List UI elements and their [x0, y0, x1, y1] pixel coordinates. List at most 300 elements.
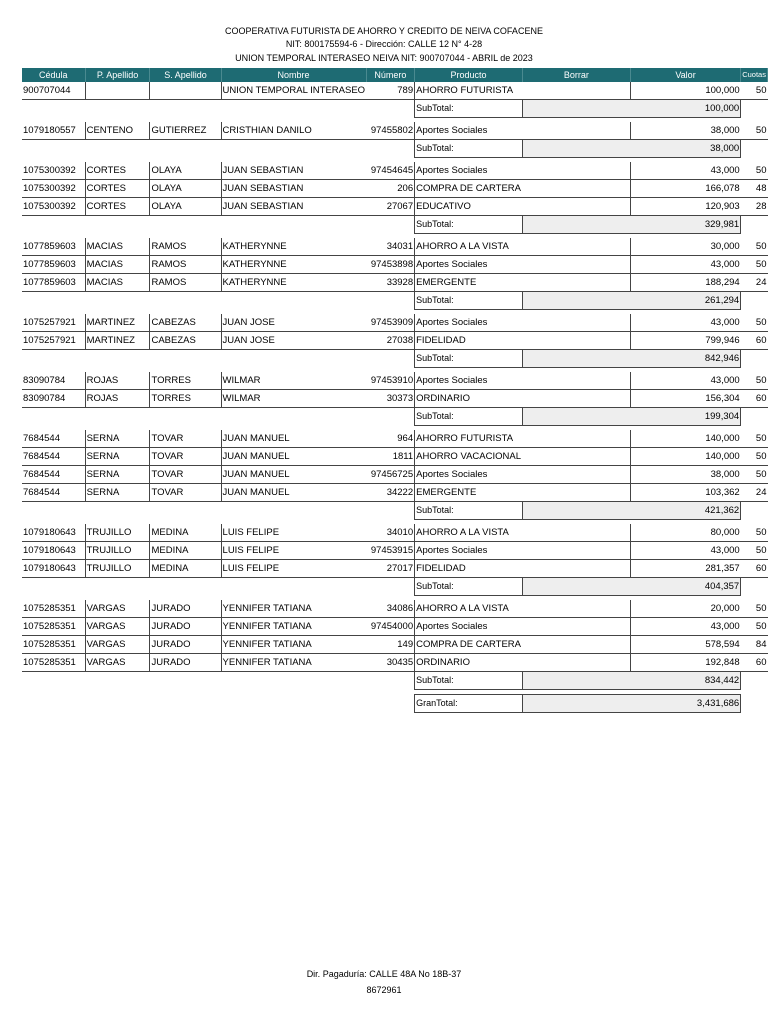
cell-valor: 156,304 [630, 390, 740, 408]
empty-cell [366, 502, 415, 520]
cell-s-apellido: TOVAR [150, 448, 221, 466]
empty-cell [150, 502, 221, 520]
empty-cell [366, 216, 415, 234]
cell-valor: 43,000 [630, 162, 740, 180]
subtotal-row [22, 292, 768, 310]
subtotal-value: 834,442 [522, 672, 740, 690]
empty-cell [221, 216, 366, 234]
col-header-cuotas: Cuotas [741, 68, 768, 82]
empty-cell [150, 140, 221, 158]
empty-cell [741, 100, 768, 118]
empty-cell [85, 502, 150, 520]
cell-nombre: YENNIFER TATIANA [221, 600, 366, 618]
cell-p-apellido: MARTINEZ [85, 332, 150, 350]
table-row [22, 560, 768, 578]
cell-nombre: JUAN SEBASTIAN [221, 198, 366, 216]
cell-s-apellido: TORRES [150, 390, 221, 408]
cell-p-apellido: VARGAS [85, 600, 150, 618]
cell-p-apellido: CENTENO [85, 122, 150, 140]
table-row [22, 466, 768, 484]
grand-total-label: GranTotal: [415, 695, 523, 713]
cell-cuotas: 24 [741, 274, 768, 292]
cell-cedula: 7684544 [22, 430, 85, 448]
cell-nombre: JUAN JOSE [221, 332, 366, 350]
cell-valor: 100,000 [630, 82, 740, 100]
cell-valor: 43,000 [630, 314, 740, 332]
cell-cuotas: 24 [741, 484, 768, 502]
cell-producto: Aportes Sociales [415, 122, 523, 140]
cell-producto: AHORRO A LA VISTA [415, 600, 523, 618]
table-row [22, 448, 768, 466]
cell-borrar [522, 162, 630, 180]
cell-p-apellido: SERNA [85, 448, 150, 466]
cell-cuotas: 84 [741, 636, 768, 654]
table-row [22, 256, 768, 274]
cell-numero: 97454645 [366, 162, 415, 180]
cell-cedula: 1077859603 [22, 238, 85, 256]
cell-nombre: JUAN MANUEL [221, 484, 366, 502]
cell-numero: 34222 [366, 484, 415, 502]
cell-p-apellido: VARGAS [85, 618, 150, 636]
empty-cell [366, 695, 415, 713]
grand-total-value: 3,431,686 [522, 695, 740, 713]
empty-cell [22, 408, 85, 426]
report-nit-address: NIT: 800175594-6 - Dirección: CALLE 12 N° 4-28 [285, 39, 483, 49]
cell-valor: 140,000 [630, 430, 740, 448]
cell-cedula: 1079180643 [22, 524, 85, 542]
subtotal-value: 261,294 [522, 292, 740, 310]
empty-cell [221, 502, 366, 520]
table-row [22, 524, 768, 542]
cell-cuotas: 50 [741, 524, 768, 542]
cell-numero: 34031 [366, 238, 415, 256]
cell-valor: 80,000 [630, 524, 740, 542]
cell-borrar [522, 560, 630, 578]
cell-p-apellido: TRUJILLO [85, 542, 150, 560]
cell-s-apellido: TOVAR [150, 484, 221, 502]
cell-nombre: YENNIFER TATIANA [221, 636, 366, 654]
cell-valor: 38,000 [630, 466, 740, 484]
table-row [22, 82, 768, 100]
cell-numero: 33928 [366, 274, 415, 292]
empty-cell [366, 408, 415, 426]
cell-p-apellido: MACIAS [85, 238, 150, 256]
cell-producto: AHORRO VACACIONAL [415, 448, 523, 466]
cell-nombre: WILMAR [221, 372, 366, 390]
cell-valor: 43,000 [630, 256, 740, 274]
table-body [22, 82, 768, 713]
cell-numero: 27038 [366, 332, 415, 350]
cell-p-apellido: MACIAS [85, 274, 150, 292]
subtotal-row [22, 578, 768, 596]
empty-cell [22, 216, 85, 234]
cell-cuotas: 50 [741, 238, 768, 256]
table-row [22, 542, 768, 560]
subtotal-value: 421,362 [522, 502, 740, 520]
col-header-borrar: Borrar [522, 68, 630, 82]
cell-s-apellido [150, 82, 221, 100]
cell-s-apellido: MEDINA [150, 542, 221, 560]
cell-nombre: KATHERYNNE [221, 274, 366, 292]
cell-cedula: 1075285351 [22, 600, 85, 618]
col-header-producto: Producto [415, 68, 523, 82]
empty-cell [741, 578, 768, 596]
table-row [22, 198, 768, 216]
cell-producto: AHORRO A LA VISTA [415, 524, 523, 542]
cell-nombre: WILMAR [221, 390, 366, 408]
cell-p-apellido: CORTES [85, 180, 150, 198]
cell-numero: 27017 [366, 560, 415, 578]
cell-cedula: 1079180557 [22, 122, 85, 140]
cell-producto: FIDELIDAD [415, 332, 523, 350]
cell-valor: 281,357 [630, 560, 740, 578]
subtotal-label: SubTotal: [415, 408, 523, 426]
cell-s-apellido: CABEZAS [150, 332, 221, 350]
cell-valor: 30,000 [630, 238, 740, 256]
cell-p-apellido: TRUJILLO [85, 560, 150, 578]
cell-producto: Aportes Sociales [415, 162, 523, 180]
cell-borrar [522, 542, 630, 560]
cell-producto: AHORRO FUTURISTA [415, 82, 523, 100]
cell-cuotas: 50 [741, 430, 768, 448]
cell-numero: 34010 [366, 524, 415, 542]
cell-borrar [522, 654, 630, 672]
cell-cedula: 7684544 [22, 484, 85, 502]
cell-numero: 206 [366, 180, 415, 198]
cell-cuotas: 50 [741, 448, 768, 466]
empty-cell [221, 350, 366, 368]
cell-producto: EDUCATIVO [415, 198, 523, 216]
empty-cell [366, 292, 415, 310]
col-header-nombre: Nombre [221, 68, 366, 82]
col-header-cedula: Cédula [22, 68, 85, 82]
empty-cell [85, 672, 150, 690]
cell-s-apellido: JURADO [150, 636, 221, 654]
cell-producto: COMPRA DE CARTERA [415, 180, 523, 198]
empty-cell [221, 140, 366, 158]
cell-numero: 97455802 [366, 122, 415, 140]
cell-valor: 799,946 [630, 332, 740, 350]
subtotal-label: SubTotal: [415, 578, 523, 596]
cell-valor: 140,000 [630, 448, 740, 466]
cell-numero: 789 [366, 82, 415, 100]
cell-s-apellido: OLAYA [150, 162, 221, 180]
cell-cuotas: 50 [741, 542, 768, 560]
cell-cuotas: 50 [741, 256, 768, 274]
subtotal-label: SubTotal: [415, 350, 523, 368]
cell-borrar [522, 430, 630, 448]
cell-nombre: LUIS FELIPE [221, 560, 366, 578]
empty-cell [150, 408, 221, 426]
cell-cedula: 1075300392 [22, 162, 85, 180]
empty-cell [221, 672, 366, 690]
cell-cuotas: 60 [741, 654, 768, 672]
cell-cuotas: 60 [741, 390, 768, 408]
cell-borrar [522, 390, 630, 408]
cell-nombre: KATHERYNNE [221, 256, 366, 274]
cell-cuotas: 50 [741, 466, 768, 484]
cell-borrar [522, 448, 630, 466]
empty-cell [22, 695, 85, 713]
empty-cell [221, 100, 366, 118]
cell-cuotas: 50 [741, 600, 768, 618]
empty-cell [741, 672, 768, 690]
cell-nombre: JUAN SEBASTIAN [221, 162, 366, 180]
cell-nombre: KATHERYNNE [221, 238, 366, 256]
empty-cell [150, 100, 221, 118]
cell-nombre: LUIS FELIPE [221, 524, 366, 542]
cell-nombre: YENNIFER TATIANA [221, 618, 366, 636]
empty-cell [741, 292, 768, 310]
cell-cedula: 83090784 [22, 390, 85, 408]
cell-cedula: 1075285351 [22, 636, 85, 654]
table-row [22, 430, 768, 448]
empty-cell [150, 695, 221, 713]
cell-s-apellido: MEDINA [150, 524, 221, 542]
cell-borrar [522, 198, 630, 216]
table-row [22, 122, 768, 140]
cell-borrar [522, 636, 630, 654]
footer-address: Dir. Pagaduría: CALLE 48A No 18B-37 [306, 969, 462, 979]
cell-producto: ORDINARIO [415, 654, 523, 672]
empty-cell [22, 578, 85, 596]
subtotal-label: SubTotal: [415, 140, 523, 158]
footer-phone: 8672961 [366, 985, 402, 995]
cell-numero: 97453910 [366, 372, 415, 390]
cell-borrar [522, 256, 630, 274]
cell-s-apellido: JURADO [150, 600, 221, 618]
empty-cell [150, 578, 221, 596]
cell-numero: 97453909 [366, 314, 415, 332]
empty-cell [366, 100, 415, 118]
cell-p-apellido [85, 82, 150, 100]
cell-s-apellido: CABEZAS [150, 314, 221, 332]
subtotal-row [22, 140, 768, 158]
cell-p-apellido: MACIAS [85, 256, 150, 274]
cell-cuotas: 50 [741, 82, 768, 100]
empty-cell [150, 350, 221, 368]
cell-producto: COMPRA DE CARTERA [415, 636, 523, 654]
table-row [22, 332, 768, 350]
cell-cedula: 1077859603 [22, 274, 85, 292]
subtotal-label: SubTotal: [415, 100, 523, 118]
cell-nombre: JUAN MANUEL [221, 448, 366, 466]
cell-borrar [522, 180, 630, 198]
cell-cuotas: 50 [741, 162, 768, 180]
table-row [22, 618, 768, 636]
table-row [22, 372, 768, 390]
empty-cell [22, 502, 85, 520]
subtotal-label: SubTotal: [415, 292, 523, 310]
cell-borrar [522, 524, 630, 542]
cell-numero: 30435 [366, 654, 415, 672]
cell-cedula: 1075257921 [22, 314, 85, 332]
subtotal-row [22, 350, 768, 368]
cell-valor: 188,294 [630, 274, 740, 292]
cell-cedula: 7684544 [22, 466, 85, 484]
cell-producto: Aportes Sociales [415, 372, 523, 390]
cell-p-apellido: VARGAS [85, 654, 150, 672]
empty-cell [85, 578, 150, 596]
empty-cell [741, 408, 768, 426]
cell-borrar [522, 332, 630, 350]
empty-cell [85, 350, 150, 368]
empty-cell [85, 100, 150, 118]
cell-producto: AHORRO FUTURISTA [415, 430, 523, 448]
cell-s-apellido: OLAYA [150, 198, 221, 216]
cell-producto: Aportes Sociales [415, 256, 523, 274]
col-header-s-apellido: S. Apellido [150, 68, 221, 82]
subtotal-label: SubTotal: [415, 672, 523, 690]
cell-s-apellido: MEDINA [150, 560, 221, 578]
cell-borrar [522, 372, 630, 390]
cell-s-apellido: TORRES [150, 372, 221, 390]
cell-cedula: 1075285351 [22, 618, 85, 636]
subtotal-value: 329,981 [522, 216, 740, 234]
cell-numero: 97453915 [366, 542, 415, 560]
cell-nombre: JUAN MANUEL [221, 466, 366, 484]
cell-cuotas: 50 [741, 314, 768, 332]
cell-valor: 20,000 [630, 600, 740, 618]
report-title: COOPERATIVA FUTURISTA DE AHORRO Y CREDITO DE NEIVA COFACENE [225, 26, 543, 36]
empty-cell [366, 350, 415, 368]
empty-cell [85, 140, 150, 158]
empty-cell [366, 578, 415, 596]
empty-cell [150, 216, 221, 234]
cell-cedula: 1075300392 [22, 180, 85, 198]
cell-numero: 97453898 [366, 256, 415, 274]
cell-numero: 1811 [366, 448, 415, 466]
cell-borrar [522, 314, 630, 332]
cell-p-apellido: VARGAS [85, 636, 150, 654]
table-row [22, 180, 768, 198]
cell-valor: 43,000 [630, 542, 740, 560]
empty-cell [366, 140, 415, 158]
cell-cedula: 1079180643 [22, 542, 85, 560]
cell-cuotas: 50 [741, 122, 768, 140]
cell-valor: 578,594 [630, 636, 740, 654]
cell-producto: Aportes Sociales [415, 542, 523, 560]
empty-cell [741, 350, 768, 368]
table-row [22, 484, 768, 502]
empty-cell [741, 216, 768, 234]
cell-cuotas: 60 [741, 560, 768, 578]
cell-p-apellido: ROJAS [85, 390, 150, 408]
empty-cell [221, 578, 366, 596]
cell-cuotas: 28 [741, 198, 768, 216]
empty-cell [85, 216, 150, 234]
table-row [22, 274, 768, 292]
cell-cedula: 83090784 [22, 372, 85, 390]
cell-producto: EMERGENTE [415, 484, 523, 502]
report-subtitle: UNION TEMPORAL INTERASEO NEIVA NIT: 900707044 - ABRIL de 2023 [235, 53, 533, 63]
cell-borrar [522, 274, 630, 292]
cell-numero: 97454000 [366, 618, 415, 636]
cell-cedula: 900707044 [22, 82, 85, 100]
subtotal-value: 100,000 [522, 100, 740, 118]
cell-cedula: 1075300392 [22, 198, 85, 216]
subtotal-label: SubTotal: [415, 216, 523, 234]
table-row [22, 654, 768, 672]
cell-nombre: JUAN JOSE [221, 314, 366, 332]
cell-nombre: JUAN MANUEL [221, 430, 366, 448]
cell-borrar [522, 466, 630, 484]
cell-cedula: 1075257921 [22, 332, 85, 350]
subtotal-value: 199,304 [522, 408, 740, 426]
cell-numero: 964 [366, 430, 415, 448]
deductions-table [22, 68, 768, 713]
cell-valor: 120,903 [630, 198, 740, 216]
cell-producto: AHORRO A LA VISTA [415, 238, 523, 256]
cell-p-apellido: SERNA [85, 430, 150, 448]
empty-cell [22, 350, 85, 368]
cell-nombre: JUAN SEBASTIAN [221, 180, 366, 198]
cell-numero: 27067 [366, 198, 415, 216]
empty-cell [741, 695, 768, 713]
empty-cell [366, 672, 415, 690]
cell-valor: 192,848 [630, 654, 740, 672]
cell-producto: Aportes Sociales [415, 466, 523, 484]
table-row [22, 238, 768, 256]
cell-numero: 30373 [366, 390, 415, 408]
cell-producto: ORDINARIO [415, 390, 523, 408]
table-row [22, 314, 768, 332]
cell-p-apellido: TRUJILLO [85, 524, 150, 542]
cell-s-apellido: TOVAR [150, 430, 221, 448]
subtotal-row [22, 408, 768, 426]
cell-s-apellido: RAMOS [150, 238, 221, 256]
cell-valor: 43,000 [630, 372, 740, 390]
empty-cell [85, 292, 150, 310]
cell-p-apellido: SERNA [85, 484, 150, 502]
subtotal-row [22, 502, 768, 520]
cell-producto: Aportes Sociales [415, 314, 523, 332]
cell-borrar [522, 238, 630, 256]
cell-producto: FIDELIDAD [415, 560, 523, 578]
cell-valor: 166,078 [630, 180, 740, 198]
empty-cell [221, 695, 366, 713]
cell-cedula: 7684544 [22, 448, 85, 466]
cell-p-apellido: MARTINEZ [85, 314, 150, 332]
cell-p-apellido: CORTES [85, 162, 150, 180]
cell-cedula: 1077859603 [22, 256, 85, 274]
cell-s-apellido: JURADO [150, 618, 221, 636]
subtotal-row [22, 100, 768, 118]
cell-nombre: YENNIFER TATIANA [221, 654, 366, 672]
table-row [22, 162, 768, 180]
cell-numero: 34086 [366, 600, 415, 618]
empty-cell [85, 408, 150, 426]
table-row [22, 636, 768, 654]
cell-cedula: 1075285351 [22, 654, 85, 672]
col-header-valor: Valor [630, 68, 740, 82]
empty-cell [150, 292, 221, 310]
cell-valor: 43,000 [630, 618, 740, 636]
cell-cuotas: 50 [741, 372, 768, 390]
empty-cell [741, 140, 768, 158]
table-row [22, 390, 768, 408]
subtotal-value: 404,357 [522, 578, 740, 596]
subtotal-value: 842,946 [522, 350, 740, 368]
cell-borrar [522, 82, 630, 100]
subtotal-label: SubTotal: [415, 502, 523, 520]
empty-cell [22, 140, 85, 158]
cell-s-apellido: RAMOS [150, 256, 221, 274]
col-header-numero: Número [366, 68, 415, 82]
cell-s-apellido: GUTIERREZ [150, 122, 221, 140]
table-row [22, 600, 768, 618]
empty-cell [22, 292, 85, 310]
